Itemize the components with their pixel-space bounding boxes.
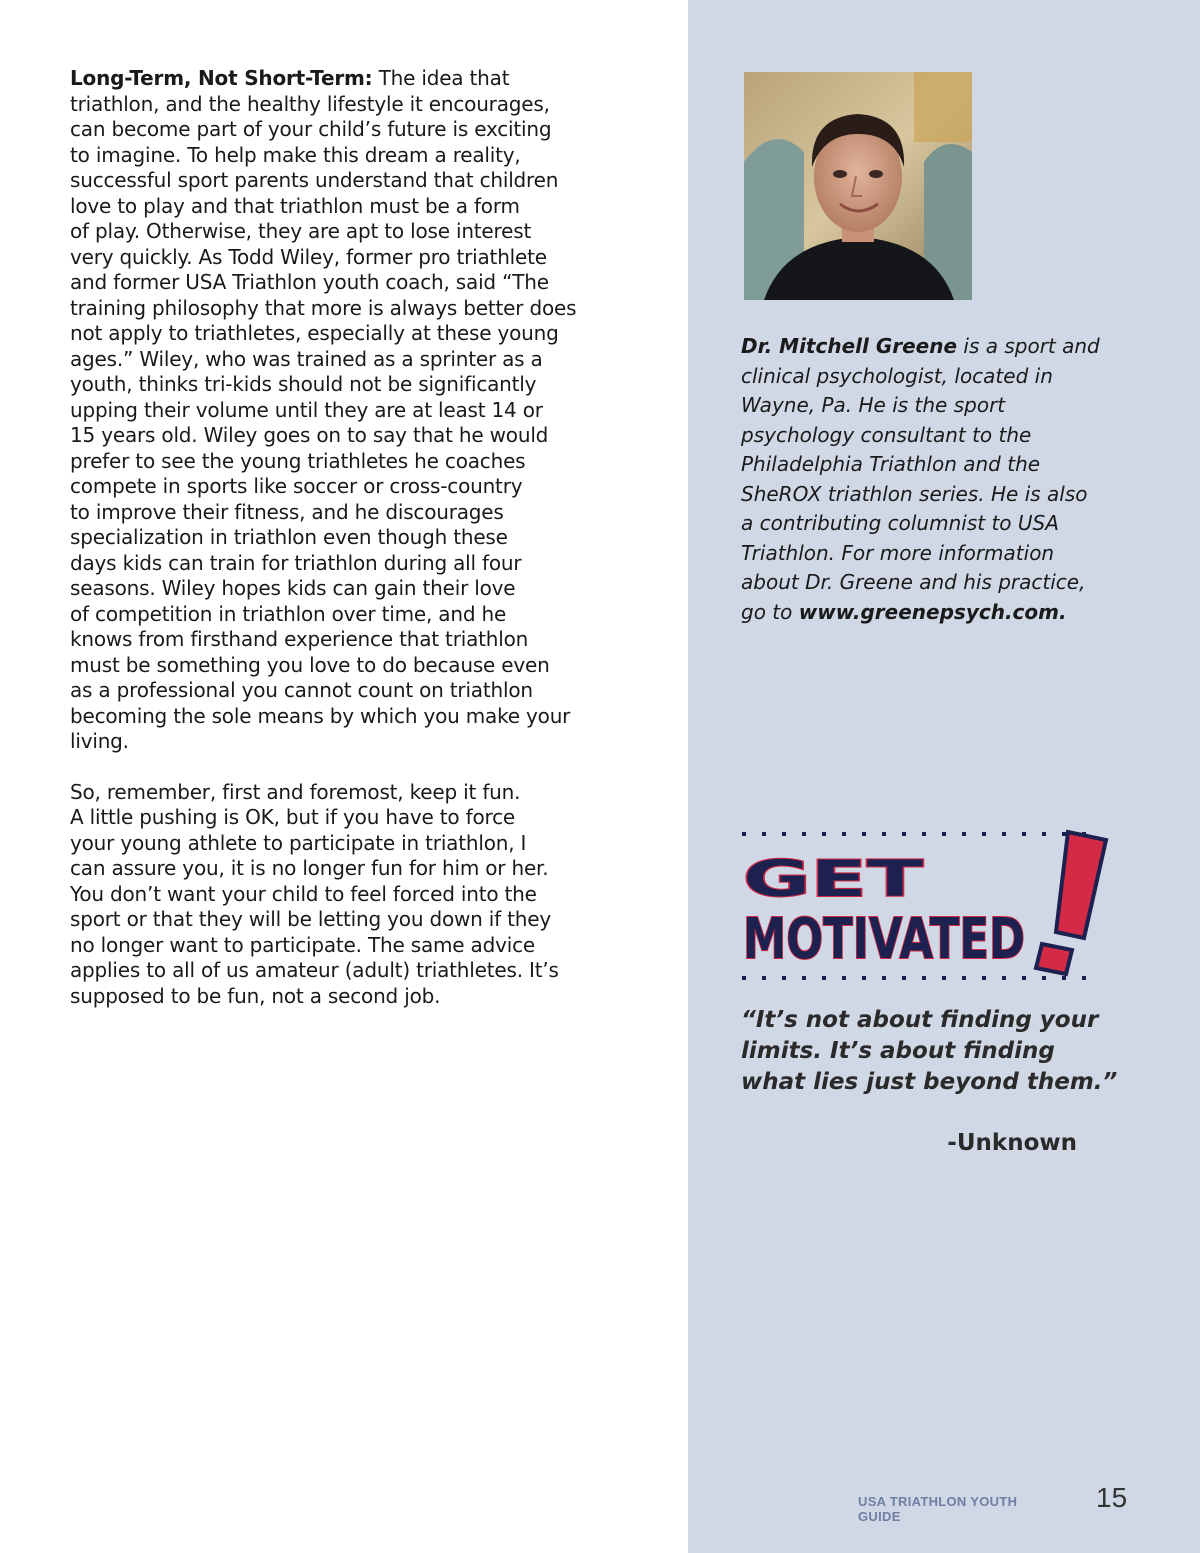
paragraph-1-body: The idea that triathlon, and the healthy lifestyle it encourages, can become part of your child’s future is exciting to imagine. To help make this dream a reality, successful sport parents understand that children love to play and that triathlon must be a form of play. Otherwise, they are apt to lose interest very quickly. As Todd Wiley, former pro triathlete and former USA Triathlon youth coach, said “The training philosophy that more is always better does not apply to triathletes, especially at these young ages.” Wiley, who was trained as a sprinter as a youth, thinks tri-kids should not be significantly upping their volume until they are at least 14 or 15 years old. Wiley goes on to say that he would prefer to see the young triathletes he coaches compete in sports like soccer or cross-country to improve their fitness, and he discourages specialization in triathlon even though these days kids can train for triathlon during all four seasons. Wiley hopes kids can gain their love of competition in triathlon over time, and he knows from firsthand experience that triathlon must be something you love to do because even as a professional you cannot count on triathlon becoming the sole means by which you make your living. [70,66,577,753]
article-column [70,66,610,1034]
lead-heading: Long-Term, Not Short-Term: [70,66,373,90]
get-motivated-logo [738,826,1138,986]
dotted-rule-bottom [742,976,1086,980]
quote-attribution: -Unknown [947,1130,1077,1156]
author-photo [744,72,972,300]
dotted-rule-top [742,832,1086,836]
article-paragraph-2: So, remember, first and foremost, keep it fun. A little pushing is OK, but if you have to force your young athlete to participate in triathlon, I can assure you, it is no longer fun for him or her. You don’t want your child to feel forced into the sport or that they will be letting you down if they no longer want to participate. The same advice applies to all of us amateur (adult) triathletes. It’s supposed to be fun, not a second job. [70,779,559,1008]
exclamation-icon [1036,832,1106,974]
bio-name: Dr. Mitchell Greene [741,334,958,358]
logo-motivated-text: MOTIVATED [743,907,1025,972]
bio-text: is a sport and clinical psychologist, located in Wayne, Pa. He is the sport psychology consultant to the Philadelphia Triathlon and the SheROX triathlon series. He is also a contributing columnist to USA Triathlon. For more information about Dr. Greene and his practice, go to [741,334,1100,624]
sidebar [688,0,1200,1553]
bio-url: www.greenepsych.com. [798,599,1067,624]
quote-text: “It’s not about finding your limits. It’s about finding what lies just beyond them.” [741,1007,1118,1095]
page-number: 15 [1096,1482,1128,1513]
author-bio [741,332,1101,627]
footer-guide-label: USA TRIATHLON YOUTH GUIDE [858,1494,1018,1524]
logo-get-text: GET [743,850,923,908]
get-motivated-graphic [738,826,1138,986]
author-portrait-image [744,72,972,300]
article-paragraph-1 [70,66,610,755]
